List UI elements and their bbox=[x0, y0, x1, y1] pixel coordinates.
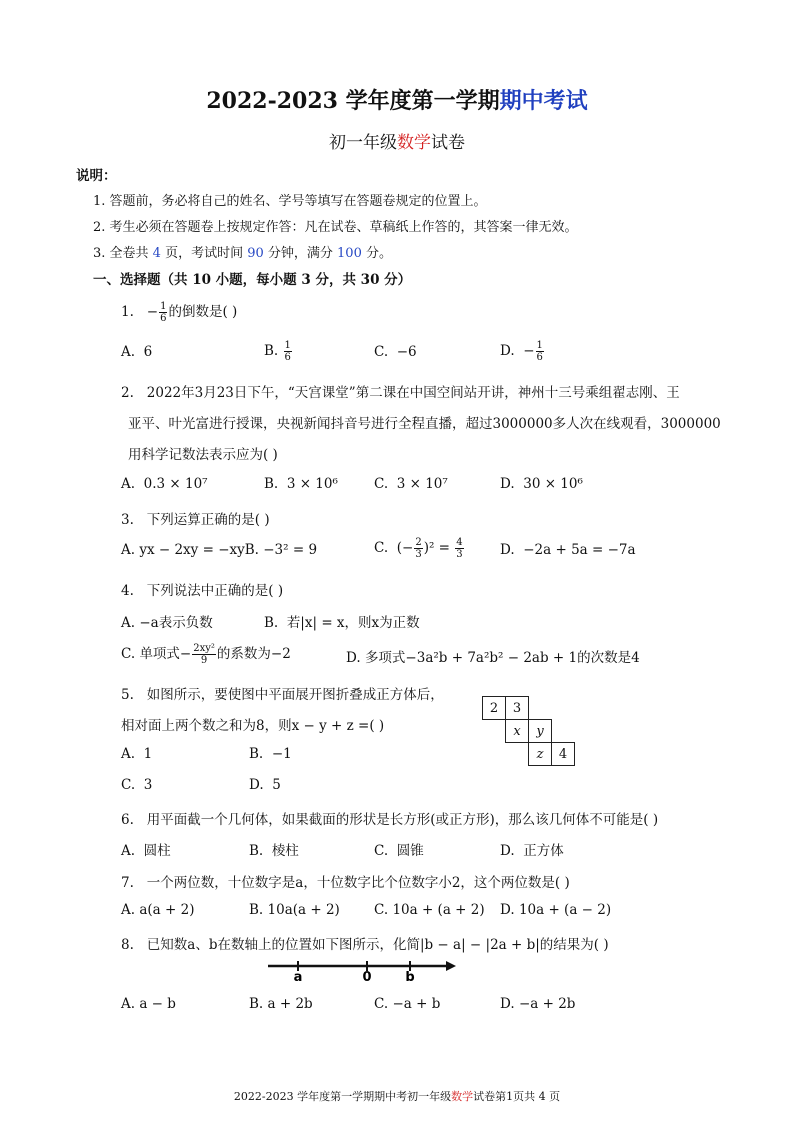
q5-option-a: A. 1 bbox=[121, 746, 153, 762]
q7-option-c: C. 10a + (a + 2) bbox=[374, 902, 485, 918]
q2-option-c: C. 3 × 10⁷ bbox=[374, 476, 448, 492]
number-line bbox=[260, 956, 460, 984]
instruction-1: 1. 答题前，务必将自己的姓名、学号等填写在答题卷规定的位置上。 bbox=[93, 194, 487, 209]
q8-option-c: C. −a + b bbox=[374, 996, 441, 1012]
q7-option-a: A. a(a + 2) bbox=[121, 902, 195, 918]
instruction-3: 3. 全卷共 4 页，考试时间 90 分钟，满分 100 分。 bbox=[93, 246, 392, 261]
label-0: 0 bbox=[362, 970, 372, 984]
q1-option-c: C. −6 bbox=[374, 344, 417, 360]
net-cell: 3 bbox=[506, 697, 529, 720]
question-5: 5. 如图所示，要使图中平面展开图折叠成正方体后， bbox=[121, 687, 444, 703]
q5-option-d: D. 5 bbox=[249, 777, 281, 793]
q1-option-d: D. − $\frac{1}{6}$ bbox=[500, 340, 543, 363]
net-cell: y bbox=[529, 720, 552, 743]
q6-option-d: D. 正方体 bbox=[500, 843, 564, 859]
title-highlight: 期中考试 bbox=[499, 88, 588, 114]
question-6: 6. 用平面截一个几何体，如果截面的形状是长方形(或正方形)，那么该几何体不可能是( ) bbox=[121, 812, 659, 828]
q5-option-c: C. 3 bbox=[121, 777, 153, 793]
net-cell: 4 bbox=[552, 743, 575, 766]
instructions-heading: 说明： bbox=[76, 168, 117, 184]
subtitle-highlight: 数学 bbox=[397, 133, 431, 153]
q8-option-a: A. a − b bbox=[121, 996, 176, 1012]
q8-option-d: D. −a + 2b bbox=[500, 996, 576, 1012]
section-heading: 一、选择题（共 10 小题，每小题 3 分，共 30 分） bbox=[93, 272, 412, 288]
instruction-2: 2. 考生必须在答题卷上按规定作答：凡在试卷、草稿纸上作答的，其答案一律无效。 bbox=[93, 220, 578, 235]
question-1: 1. − $\frac{1}{6}$ 的倒数是( ) bbox=[121, 301, 238, 324]
net-cell: x bbox=[506, 720, 529, 743]
net-cell: 2 bbox=[483, 697, 506, 720]
question-4: 4. 下列说法中正确的是( ) bbox=[121, 583, 284, 599]
q2-option-d: D. 30 × 10⁶ bbox=[500, 476, 583, 492]
cube-net-figure bbox=[482, 696, 575, 766]
q1-option-b: B. $\frac{1}{6}$ bbox=[264, 340, 291, 363]
q3-option-ab: A. yx − 2xy = −xyB. −3² = 9 bbox=[121, 542, 318, 558]
q1-option-a: A. 6 bbox=[121, 344, 153, 360]
q6-option-a: A. 圆柱 bbox=[121, 843, 171, 859]
page-footer: 2022-2023 学年度第一学期期中考初一年级数学试卷第1页共 4 页 bbox=[233, 1090, 561, 1103]
net-cell: z bbox=[529, 743, 552, 766]
page-subtitle: 初一年级数学试卷 bbox=[329, 133, 465, 153]
question-3: 3. 下列运算正确的是( ) bbox=[121, 512, 270, 528]
q7-option-b: B. 10a(a + 2) bbox=[249, 902, 340, 918]
q2-option-b: B. 3 × 10⁶ bbox=[264, 476, 338, 492]
q4-option-c: C. 单项式− $\frac{\text{2xy²}}{9}$ 的系数为−2 bbox=[121, 643, 291, 666]
question-2: 2. 2022年3月23日下午，“天宫课堂”第二课在中国空间站开讲，神州十三号乘组翟志刚、王 bbox=[121, 385, 680, 401]
q6-option-b: B. 棱柱 bbox=[249, 843, 299, 859]
label-b: b bbox=[405, 970, 415, 984]
q3-option-d: D. −2a + 5a = −7a bbox=[500, 542, 636, 558]
q8-option-b: B. a + 2b bbox=[249, 996, 313, 1012]
q3-option-c: C. (− $\frac{2}{3}$ )² = $\frac{4}{3}$ bbox=[374, 537, 463, 560]
q4-option-d: D. 多项式−3a²b + 7a²b² − 2ab + 1的次数是4 bbox=[346, 650, 640, 666]
question-2-line2: 亚平、叶光富进行授课，央视新闻抖音号进行全程直播，超过3000000多人次在线观看，3000000 bbox=[128, 416, 721, 432]
q6-option-c: C. 圆锥 bbox=[374, 843, 424, 859]
q2-option-a: A. 0.3 × 10⁷ bbox=[121, 476, 208, 492]
question-7: 7. 一个两位数，十位数字是a，十位数字比个位数字小2，这个两位数是( ) bbox=[121, 875, 570, 891]
q5-option-b: B. −1 bbox=[249, 746, 292, 762]
label-a: a bbox=[293, 970, 303, 984]
fraction: $\frac{1}{6}$ bbox=[160, 301, 167, 324]
cube-net bbox=[482, 696, 575, 766]
question-2-line3: 用科学记数法表示应为( ) bbox=[128, 447, 278, 463]
q7-option-d: D. 10a + (a − 2) bbox=[500, 902, 612, 918]
q4-option-b: B. 若|x| = x，则x为正数 bbox=[264, 615, 420, 631]
q4-option-a: A. −a表示负数 bbox=[121, 615, 213, 631]
page-title: 2022-2023 学年度第一学期期中考试 bbox=[206, 88, 588, 114]
question-5-line2: 相对面上两个数之和为8，则x − y + z =( ) bbox=[121, 718, 385, 734]
question-8: 8. 已知数a、b在数轴上的位置如下图所示，化简|b − a| − |2a + b|的结果为( ) bbox=[121, 937, 609, 953]
number-line-arrow bbox=[446, 961, 456, 971]
